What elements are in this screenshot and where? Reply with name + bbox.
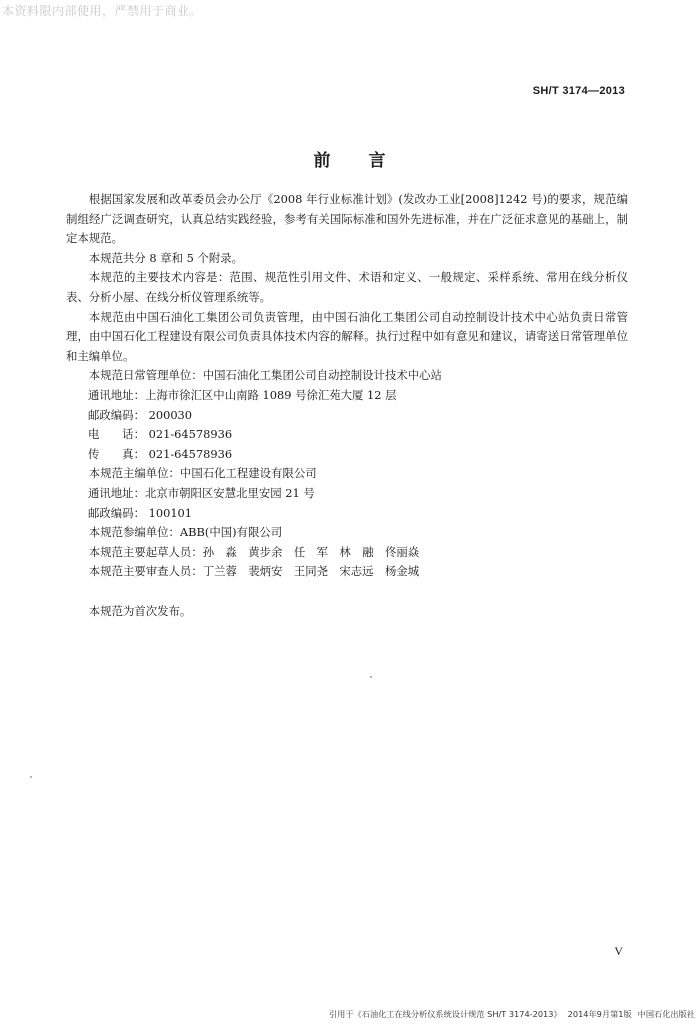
first-release-note: 本规范为首次发布。	[88, 603, 192, 618]
management-postcode: 邮政编码： 200030	[88, 407, 193, 422]
page-number: V	[614, 944, 623, 958]
management-unit: 本规范日常管理单位：中国石油化工集团公司自动控制设计技术中心站	[88, 368, 442, 383]
management-tel: 电 话： 021-64578936	[88, 427, 233, 442]
publisher-footer	[329, 1009, 695, 1020]
drafters-list: 本规范主要起草人员：孙 淼 黄步余 任 军 林 融 佟丽焱	[88, 544, 420, 559]
scan-speck	[370, 676, 372, 678]
foreword-body	[66, 190, 628, 621]
editor-address: 通讯地址：北京市朝阳区安慧北里安园 21 号	[88, 485, 315, 500]
paragraph-management: 本规范由中国石油化工集团公司负责管理，由中国石油化工集团公司自动控制设计技术中心站负责日常管理，由中国石化工程建设有限公司负责具体技术内容的解释。执行过程中如有意见和建议，请寄送日常管理单位和主编单位。	[66, 309, 628, 363]
watermark-text: 本资料限内部使用，严禁用于商业。	[2, 4, 203, 18]
paragraph-chapters: 本规范共分 8 章和 5 个附录。	[88, 250, 244, 265]
footer-citation: 引用于《石油化工在线分析仪系统设计规范 SH/T 3174-2013》	[328, 1009, 562, 1019]
editor-unit: 本规范主编单位：中国石化工程建设有限公司	[88, 466, 317, 481]
paragraph-contents: 本规范的主要技术内容是：范围、规范性引用文件、术语和定义、一般规定、采样系统、常用在线分析仪表、分析小屋、在线分析仪管理系统等。	[66, 270, 628, 304]
footer-edition: 2014年9月第1版	[567, 1009, 632, 1019]
paragraph-basis: 根据国家发展和改革委员会办公厅《2008 年行业标准计划》(发改办工业[2008]1242 号)的要求，规范编制组经广泛调查研究，认真总结实践经验，参考有关国际标准和国外先进标准，并在广泛征求意见的基础上，制定本规范。	[66, 192, 628, 246]
reviewers-list: 本规范主要审查人员：丁兰蓉 裴炳安 王同尧 宋志远 杨金城	[88, 564, 420, 579]
editor-postcode: 邮政编码： 100101	[88, 505, 193, 520]
page-title: 前言	[313, 151, 424, 171]
participant-unit: 本规范参编单位：ABB(中国)有限公司	[88, 525, 283, 540]
standard-code: SH/T 3174—2013	[532, 85, 625, 97]
management-address: 通讯地址：上海市徐汇区中山南路 1089 号徐汇苑大厦 12 层	[88, 387, 397, 402]
management-fax: 传 真： 021-64578936	[88, 446, 233, 461]
scan-speck	[30, 776, 32, 778]
footer-publisher: 中国石化出版社	[637, 1009, 695, 1019]
